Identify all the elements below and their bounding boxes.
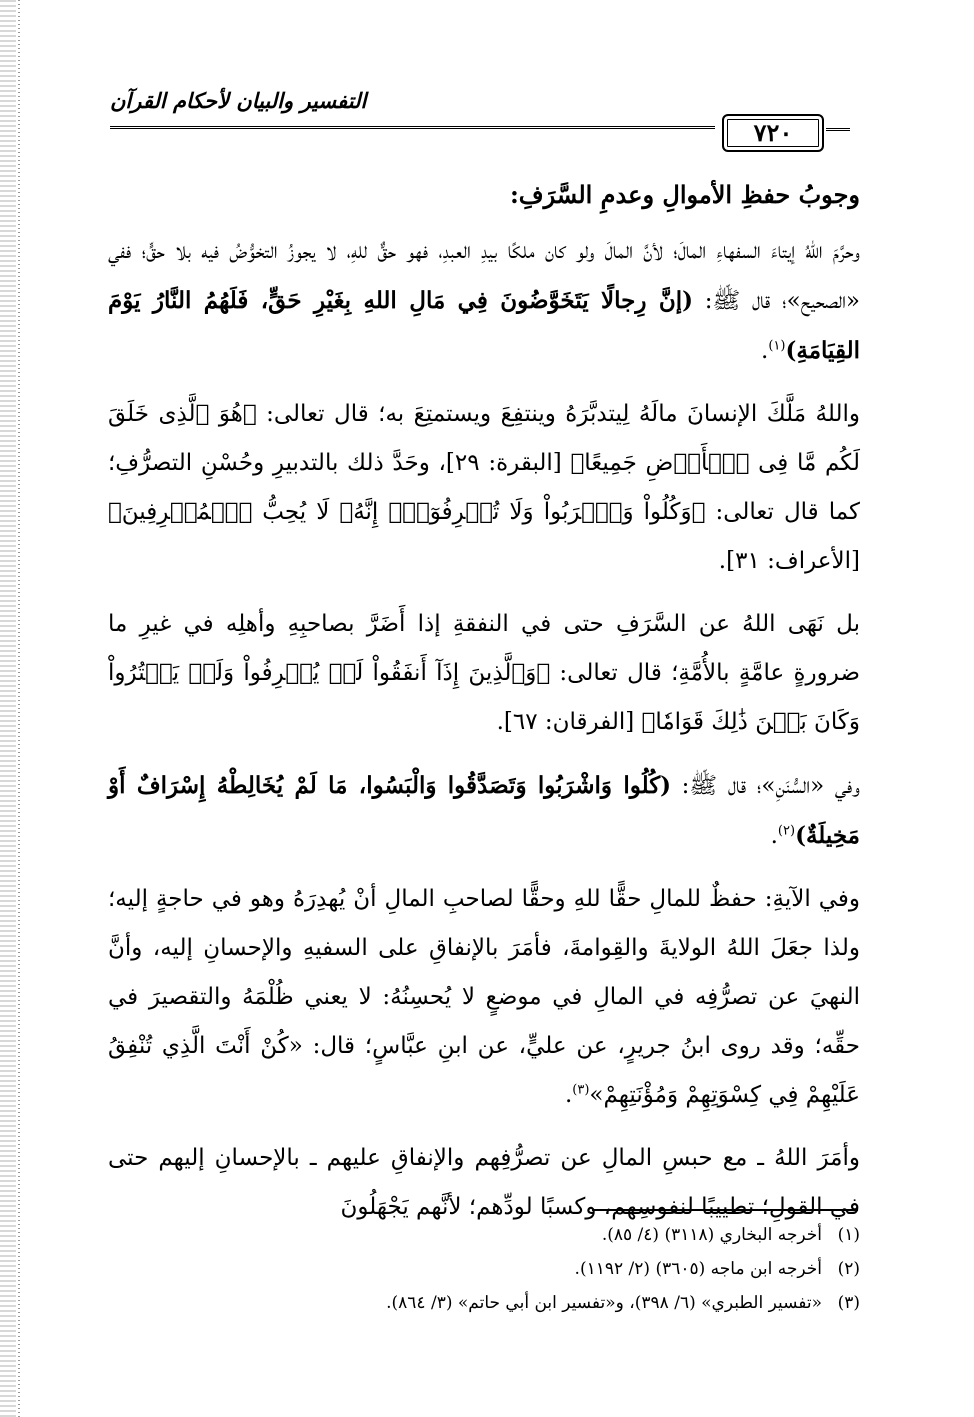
footnote-ref-3: (٣) bbox=[572, 1082, 590, 1098]
page-body bbox=[108, 170, 860, 1246]
paragraph-4 bbox=[108, 761, 860, 861]
header-rule bbox=[110, 126, 715, 129]
page-header bbox=[110, 88, 838, 160]
paragraph-1-text: وحرَّمَ اللهُ إيتاءَ السفهاءِ المالَ؛ لأنَّ المالَ ولو كان ملكًا بيدِ العبدِ، فهو حقٌّ للهِ، لا يجوزُ التخوُّضُ فيه بلا حقٍّ؛ ففي «الصحيح»؛ قال ﷺ: bbox=[108, 238, 860, 314]
paragraph-5-text: وفي الآيةِ: حفظٌ للمالِ حقًّا للهِ وحقًّا لصاحبِ المالِ أنْ يُهدِرَهُ وهو في حاجةٍ إليه؛ ولذا جعَلَ اللهُ الولايةَ والقِوامةَ، فأمَرَ بالإنفاقِ على السفيهِ والإحسانِ إليه، وأنَّ النهيَ عن تصرُّفِه في المالِ في موضعٍ لا يُحسِنُهُ: لا يعني ظُلْمَهُ والتقصيرَ في حقِّه؛ وقد روى ابنُ جريرٍ، عن عليٍّ، عن ابنِ عبَّاسٍ؛ قال: bbox=[108, 886, 860, 1059]
paragraph-5 bbox=[108, 875, 860, 1120]
footnote-number: (١) bbox=[837, 1225, 860, 1245]
footnote-ref-2: (٢) bbox=[777, 823, 796, 839]
page-number: ٧٢٠ bbox=[753, 118, 793, 147]
hadith-quote-1: (إنَّ رِجالًا يَتَخَوَّضُونَ فِي مَالِ اللهِ بِغَيْرِ حَقٍّ، فَلَهُمُ النَّارُ يَوْمَ القِيَامَةِ) bbox=[108, 287, 860, 364]
footnote-text: أخرجه ابن ماجه (٣٦٠٥) (٢/ ١١٩٢). bbox=[574, 1259, 822, 1279]
footnote-separator bbox=[592, 1209, 858, 1211]
footnote-number: (٢) bbox=[837, 1259, 860, 1279]
header-rule-right bbox=[826, 128, 850, 131]
paragraph-4-end: . bbox=[770, 823, 778, 849]
paragraph-3: بل نَهَى اللهُ عن السَّرَفِ حتى في النفقةِ إذا أَضَرَّ بصاحبِهِ وأهلِه في غيرِ ما ضرورةٍ عامَّةٍ بالأُمَّةِ؛ قال تعالى: ﴿وَٱلَّذِينَ إِذَآ أَنفَقُواْ لَمۡ يُسۡرِفُواْ وَلَمۡ يَقۡتُرُواْ وَكَانَ بَيۡنَ ذَٰلِكَ قَوَامٗا﴾ [الفرقان: ٦٧]. bbox=[108, 611, 860, 735]
footnote-number: (٣) bbox=[837, 1293, 860, 1313]
paragraph-2: واللهُ مَلَّكَ الإنسانَ مالَهُ لِيتدبَّرَهُ وينتفِعَ ويستمتِعَ به؛ قال تعالى: ﴿هُوَ ٱلَّذِى خَلَقَ لَكُم مَّا فِى ٱلۡأَرۡضِ جَمِيعًا﴾ [البقرة: ٢٩]، وحَدَّ ذلك بالتدبيرِ وحُسْنِ التصرُّفِ؛ كما قال تعالى: ﴿وَكُلُواْ وَٱشۡرَبُواْ وَلَا تُسۡرِفُوٓاْۚ إِنَّهُۥ لَا يُحِبُّ ٱلۡمُسۡرِفِينَ﴾ [الأعراف: ٣١]. bbox=[108, 401, 860, 574]
paragraph-1 bbox=[108, 227, 860, 376]
book-title: التفسير والبيان لأحكام القرآن bbox=[110, 88, 367, 113]
footnote-text: أخرجه البخاري (٣١١٨) (٤/ ٨٥). bbox=[601, 1225, 822, 1245]
paragraph-5-end: . bbox=[564, 1082, 573, 1108]
paragraph-1-end: . bbox=[761, 338, 769, 364]
page-number-box bbox=[722, 114, 824, 152]
footnotes bbox=[108, 1218, 860, 1320]
athar-quote-3: «كُنْ أَنْتَ الَّذِي تُنْفِقُ عَلَيْهِمْ فِي كِسْوَتِهِمْ وَمُؤْنَتِهِمْ» bbox=[108, 1033, 860, 1108]
hadith-quote-2: (كُلُوا وَاشْرَبُوا وَتَصَدَّقُوا وَالْبَسُوا، مَا لَمْ يُخَالِطْهُ إِسْرَافٌ أَوْ مَخِيلَةٌ) bbox=[108, 772, 860, 849]
footnote-text: «تفسير الطبري» (٦/ ٣٩٨)، و«تفسير ابن أبي حاتم» (٣/ ٨٦٤). bbox=[386, 1293, 822, 1313]
scan-edge-line bbox=[18, 0, 20, 1417]
footnote-2 bbox=[108, 1252, 860, 1286]
scan-edge bbox=[0, 0, 16, 1417]
footnote-1 bbox=[108, 1218, 860, 1252]
section-heading: وجوبُ حفظِ الأموالِ وعدمِ السَّرَفِ: bbox=[509, 180, 860, 209]
footnote-3 bbox=[108, 1286, 860, 1320]
paragraph-4-text: وفي «السُّنَنِ»؛ قال ﷺ: bbox=[671, 773, 860, 799]
paragraph-6: وأمَرَ اللهُ ـ مع حبسِ المالِ عن تصرُّفِهم والإنفاقِ عليهم ـ بالإحسانِ إليهم حتى في القولِ؛ تطييبًا لنفوسِهم، وكسبًا لودِّهم؛ لأنَّهم يَجْهَلُونَ bbox=[108, 1145, 860, 1220]
footnote-ref-1: (١) bbox=[768, 338, 786, 354]
